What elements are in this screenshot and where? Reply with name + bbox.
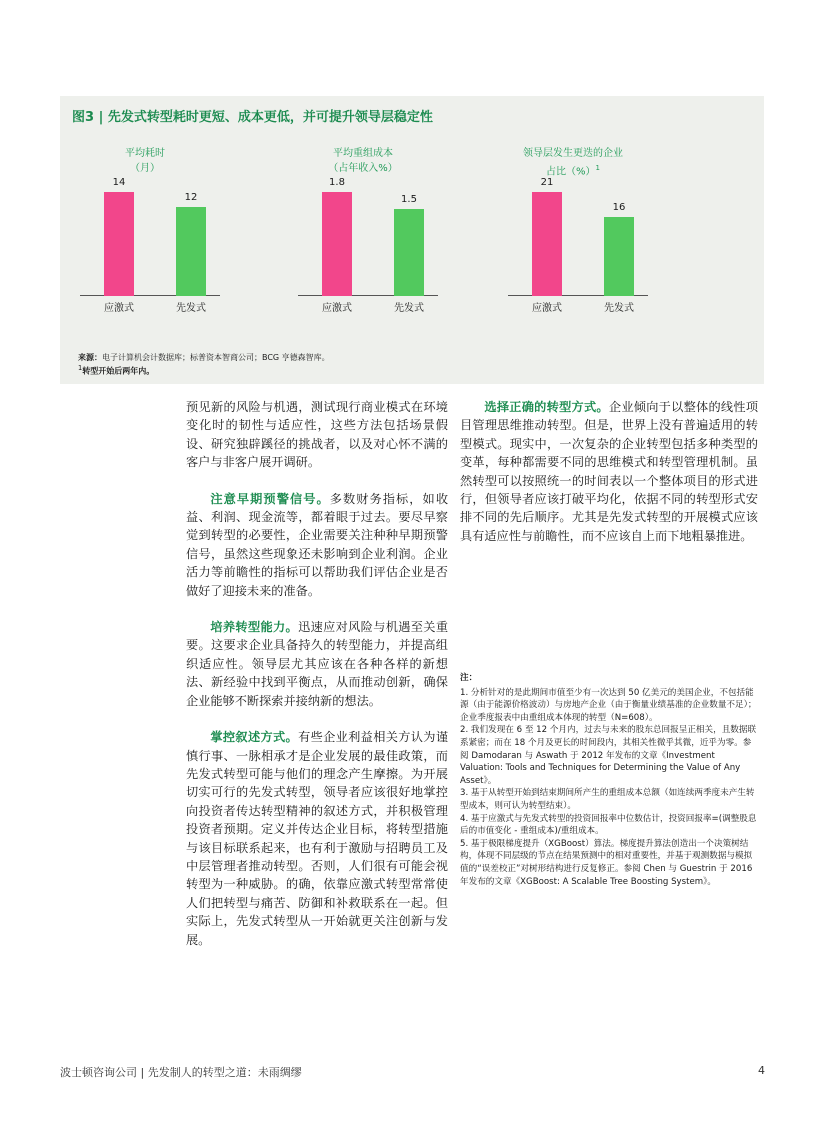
chart-average-duration (80, 146, 250, 326)
notes (460, 672, 758, 888)
paragraph (186, 728, 448, 949)
bar-应激式 (104, 192, 134, 296)
category-label: 应激式 (532, 303, 562, 314)
bar-先发式 (176, 207, 206, 296)
note-item: 5. 基于极限梯度提升（XGBoost）算法。梯度提升算法创造出一个决策树结构，体现不同层级的节点在结果预测中的相对重要性，并基于观测数据与模拟值的“误差校正”对树形结构进行反复修正。参阅 Chen 与 Guestrin 于 2016 年发布的文章《XGBoost: A Scalable Tree Boosting System》。 (460, 838, 753, 887)
footer-text: 波士顿咨询公司 | 先发制人的转型之道：未雨绸缪 (60, 1066, 302, 1079)
source-label: 来源： (78, 353, 102, 362)
data-label: 12 (184, 192, 198, 203)
paragraph (460, 398, 758, 545)
footnote-mark: 1 (78, 364, 83, 372)
page-number: 4 (758, 1064, 765, 1077)
paragraph-text: 企业倾向于以整体的线性项目管理思维推动转型。但是，世界上没有普遍适用的转型模式。现实中，一次复杂的企业转型包括多种类型的变革，每种都需要不同的思维模式和转型管理机制。虽然转型可以按照统一的时间表以一个整体项目的形式进行，但领导者应该打破平均化，依据不同的转型形式安排不同的先后顺序。尤其是先发式转型的开展模式应该具有适应性与前瞻性，而不应该自上而下地粗暴推进。 (460, 400, 759, 543)
bar-应激式 (532, 192, 562, 296)
paragraph-heading: 掌控叙述方式。 (210, 730, 299, 745)
paragraph (186, 490, 448, 600)
category-label: 先发式 (394, 303, 424, 314)
note-item: 3. 基于从转型开始到结束期间所产生的重组成本总额（如连续两季度未产生转型成本，则可认为转型结束）。 (460, 788, 755, 811)
paragraph (186, 618, 448, 710)
paragraph-heading: 注意早期预警信号。 (210, 491, 330, 506)
note-item: 2. 我们发现在 6 至 12 个月内，过去与未来的股东总回报呈正相关，且数据联系紧密；而在 18 个月及更长的时间段内，其相关性微乎其微，近乎为零。参阅 Damodaran 与 Aswath 于 2012 年发布的文章《Investment Valuation: Tools and Techniques for Determining the Value of Any Asset》。 (460, 725, 757, 786)
notes-title: 注： (460, 673, 478, 683)
paragraph-text: 迅速应对风险与机遇至关重要。这要求企业具备持久的转型能力，并提高组织适应性。领导层尤其应该在各种各样的新想法、新经验中找到平衡点，从而推动创新，确保企业能够不断探索并接纳新的想法。 (186, 620, 449, 708)
chart-leadership-change (508, 146, 678, 326)
bar-先发式 (604, 217, 634, 296)
figure-source (78, 352, 330, 377)
category-label: 应激式 (322, 303, 352, 314)
bar-应激式 (322, 192, 352, 296)
chart-title: 领导层发生更迭的企业 占比（%）$^1$ (523, 148, 623, 178)
chart-restructuring-cost (298, 146, 468, 326)
note-item: 4. 基于应激式与先发式转型的投资回报率中位数估计，投资回报率=(调整股息后的市值变化 - 重组成本)/重组成本。 (460, 813, 757, 837)
figure-title: 图3 | 先发式转型耗时更短、成本更低，并可提升领导层稳定性 (72, 110, 433, 125)
data-label: 14 (112, 177, 126, 188)
chart-title: 平均耗时 （月） (125, 148, 165, 174)
data-label: 1.5 (401, 194, 417, 205)
right-column (460, 398, 758, 563)
bar-先发式 (394, 209, 424, 296)
footnote-text: 转型开始后两年内。 (82, 366, 155, 376)
paragraph-heading: 培养转型能力。 (210, 620, 299, 635)
chart-title: 平均重组成本 （占年收入%） (328, 148, 398, 174)
category-label: 先发式 (604, 303, 634, 314)
category-label: 应激式 (104, 303, 134, 314)
data-label: 1.8 (329, 177, 345, 188)
paragraph-heading: 选择正确的转型方式。 (484, 400, 609, 414)
figure-panel (60, 96, 764, 384)
paragraph: 预见新的风险与机遇，测试现行商业模式在环境变化时的韧性与适应性，这些方法包括场景假设、研究独辟蹊径的挑战者，以及对心怀不满的客户与非客户展开调研。 (186, 400, 448, 470)
data-label: 16 (612, 202, 626, 213)
paragraph-text: 多数财务指标，如收益、利润、现金流等，都着眼于过去。要尽早察觉到转型的必要性，企业需要关注种种早期预警信号，虽然这些现象还未影响到企业利润。企业活力等前瞻性的指标可以帮助我们评估企业是否做好了迎接未来的准备。 (186, 491, 449, 598)
source-text: 电子计算机会计数据库；标普资本智商公司；BCG 亨德森智库。 (102, 353, 330, 362)
note-item: 1. 分析针对的是此期间市值至少有一次达到 50 亿美元的美国企业，不包括能源（由于能源价格波动）与房地产企业（由于衡量业绩基准的企业数量不足）；企业季度报表中由重组成本体现的转型（N=608）。 (460, 687, 757, 723)
paragraph-text: 有些企业利益相关方认为谨慎行事、一脉相承才是企业发展的最佳政策，而先发式转型可能与他们的理念产生摩擦。为开展切实可行的先发式转型，领导者应该很好地掌控向投资者传达转型精神的叙述方式，并积极管理投资者预期。定义并传达企业目标，将转型措施与该目标联系起来，也有利于激励与招聘员工及中层管理者推动转型。否则，人们很有可能会视转型为一种威胁。的确，依靠应激式转型常常使人们把转型与痛苦、防御和补救联系在一起。但实际上，先发式转型从一开始就更关注创新与发展。 (186, 730, 449, 947)
category-label: 先发式 (176, 303, 206, 314)
left-column (186, 398, 448, 967)
data-label: 21 (540, 177, 554, 188)
